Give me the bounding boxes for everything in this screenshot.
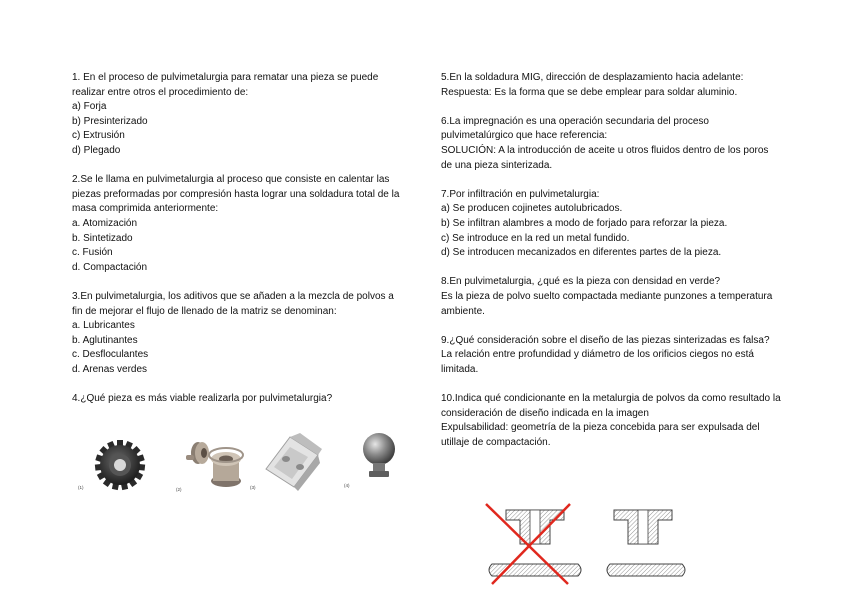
bracket-image	[260, 429, 324, 491]
question-3-text: 3.En pulvimetalurgia, los aditivos que se añaden a la mezcla de polvos a fin de mejorar el flujo de llenado de la matriz se denominan:	[72, 290, 394, 317]
question-3-option-c: c. Desfloculantes	[72, 349, 149, 361]
question-8	[441, 275, 781, 319]
question-2-option-b: b. Sintetizado	[72, 232, 133, 244]
question-10-text: 10.Indica qué condicionante en la metalurgia de polvos da como resultado la consideración de diseño indicada en la imagen	[441, 393, 781, 419]
question-1-option-c: c) Extrusión	[72, 130, 125, 142]
question-5	[441, 71, 781, 100]
question-7-text: 7.Por infiltración en pulvimetalurgia:	[441, 188, 600, 200]
question-7	[441, 188, 781, 261]
question-10-answer: Expulsabilidad: geometría de la pieza concebida para ser expulsada del utillaje de compactación.	[441, 422, 760, 448]
question-1-option-b: b) Presinterizado	[72, 115, 148, 127]
question-7-option-d: d) Se introducen mecanizados en diferentes partes de la pieza.	[441, 247, 722, 259]
question-6-answer: SOLUCIÓN: A la introducción de aceite u otros fluidos dentro de los poros de una pieza sinterizada.	[441, 144, 769, 171]
incorrect-part	[486, 504, 581, 584]
question-3-option-b: b. Aglutinantes	[72, 334, 138, 346]
question-5-answer: Respuesta: Es la forma que se debe emplear para soldar aluminio.	[441, 86, 738, 98]
figure-label-3: (3)	[250, 485, 256, 490]
question-1-text: 1. En el proceso de pulvimetalurgia para rematar una pieza se puede realizar entre otros el procedimiento de:	[72, 72, 379, 98]
question-2-text: 2.Se le llama en pulvimetalurgia al proceso que consiste en calentar las piezas preformadas por compresión hasta lograr una soldadura total de la masa comprimida anteriormente:	[72, 174, 400, 215]
question-8-answer: Es la pieza de polvo suelto compactada mediante punzones a temperatura ambiente.	[441, 290, 773, 317]
ball-knob-image	[356, 429, 402, 489]
question-7-option-a: a) Se producen cojinetes autolubricados.	[441, 203, 623, 215]
question-3-option-a: a. Lubricantes	[72, 320, 135, 332]
bushing-image	[180, 431, 246, 489]
question-7-option-c: c) Se introduce en la red un metal fundido.	[441, 232, 630, 244]
question-9-answer: La relación entre profundidad y diámetro de los orificios ciegos no está limitada.	[441, 349, 754, 375]
correct-part	[607, 510, 685, 576]
left-column	[72, 71, 402, 421]
question-8-text: 8.En pulvimetalurgia, ¿qué es la pieza con densidad en verde?	[441, 276, 721, 288]
question-4-text: 4.¿Qué pieza es más viable realizarla por pulvimetalurgia?	[72, 393, 333, 405]
question-3-option-d: d. Arenas verdes	[72, 363, 148, 375]
figure-label-4: (4)	[344, 483, 350, 488]
right-column	[441, 71, 781, 465]
question-5-text: 5.En la soldadura MIG, dirección de desplazamiento hacia adelante:	[441, 72, 744, 83]
question-2-option-d: d. Compactación	[72, 261, 148, 273]
question-1-option-d: d) Plegado	[72, 144, 121, 156]
gear-image	[94, 433, 146, 491]
question-3	[72, 290, 402, 378]
question-10	[441, 392, 781, 450]
question-2-option-c: c. Fusión	[72, 247, 113, 259]
question-4	[72, 392, 402, 407]
design-diagram	[478, 500, 698, 588]
question-2-option-a: a. Atomización	[72, 217, 138, 229]
question-9	[441, 334, 781, 378]
question-1-option-a: a) Forja	[72, 101, 107, 113]
question-6	[441, 115, 781, 173]
question-6-text: 6.La impregnación es una operación secundaria del proceso pulvimetalúrgico que hace referencia:	[441, 115, 709, 142]
question-1	[72, 71, 402, 159]
question-7-option-b: b) Se infiltran alambres a modo de forjado para reforzar la pieza.	[441, 217, 728, 229]
question-4-figures	[72, 425, 412, 495]
question-2	[72, 173, 402, 275]
figure-label-1: (1)	[78, 485, 84, 490]
question-9-text: 9.¿Qué consideración sobre el diseño de las piezas sinterizadas es falsa?	[441, 334, 770, 346]
figure-label-2: (2)	[176, 487, 182, 492]
